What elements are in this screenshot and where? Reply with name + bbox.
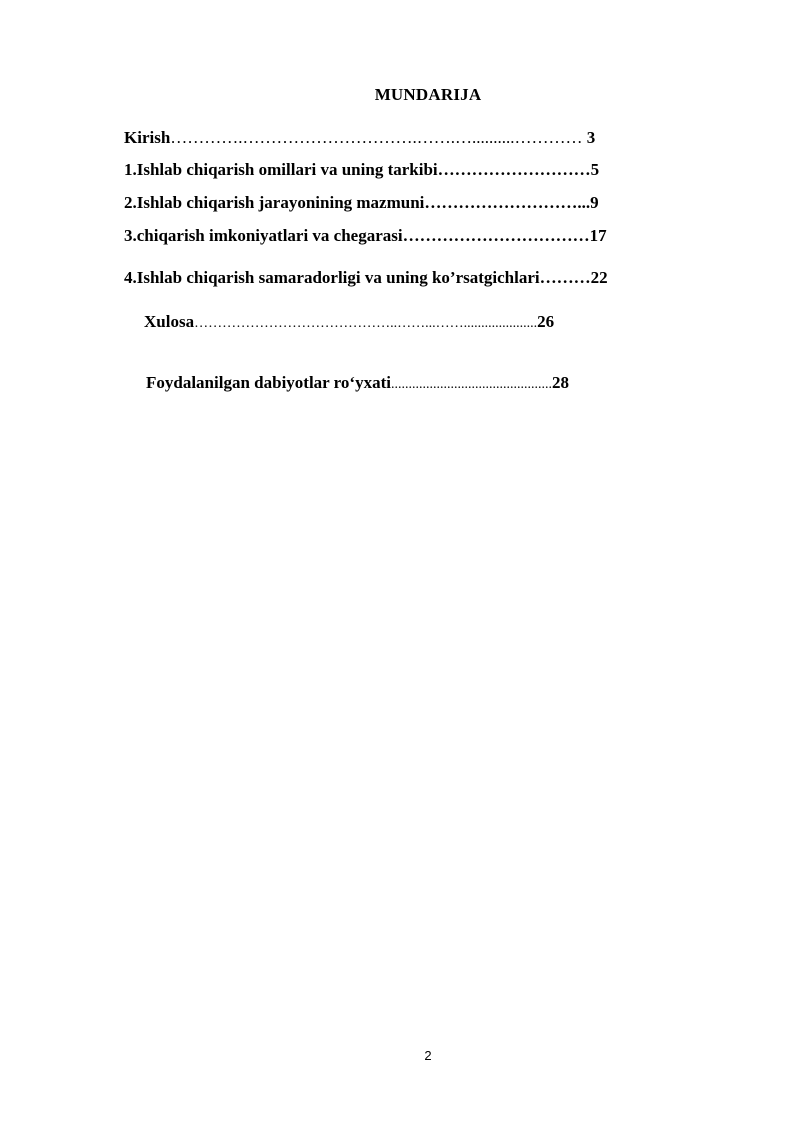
toc-entry-page: 22 (590, 268, 608, 287)
toc-entry-chapter-3[interactable] (124, 226, 607, 246)
toc-entry-label: 3.chiqarish imkoniyatlari va chegarasi (124, 226, 403, 245)
toc-entry-label: Xulosa (144, 312, 195, 331)
page-title: MUNDARIJA (374, 85, 482, 104)
toc-entry-xulosa[interactable] (144, 312, 554, 334)
toc-entry-page: 26 (537, 312, 555, 331)
toc-entry-leader: ……………………….. (424, 193, 586, 212)
toc-entry-label: 4.Ishlab chiqarish samaradorligi va uning ko’rsatgichlari (124, 268, 540, 287)
toc-entry-leader: …………………………… (402, 226, 590, 245)
toc-entry-chapter-2[interactable] (124, 193, 599, 213)
toc-entry-page: 28 (551, 373, 569, 392)
toc-entry-leader: .............................................. (390, 377, 552, 392)
toc-entry-references[interactable] (146, 373, 569, 395)
toc-entry-page: 5 (590, 160, 600, 179)
toc-entry-chapter-1[interactable] (124, 160, 599, 180)
toc-entry-kirish[interactable] (124, 128, 595, 148)
toc-entry-leader: ……… (539, 268, 591, 287)
toc-entry-label: Kirish (124, 128, 171, 147)
toc-entry-page: 3 (582, 128, 596, 147)
toc-entry-leader: ……………………………………..……...……..................... (194, 316, 538, 331)
toc-entry-label: 2.Ishlab chiqarish jarayonining mazmuni (124, 193, 425, 212)
toc-entry-label: Foydalanilgan dabiyotlar ro‘yxati (146, 373, 391, 392)
page-number: 2 (424, 1048, 432, 1063)
toc-entry-page: 17 (589, 226, 607, 245)
toc-entry-page: .9 (585, 193, 599, 212)
toc-entry-chapter-4[interactable] (124, 268, 608, 288)
toc-entry-leader: ………….………………………….…….…..........………… (170, 128, 583, 147)
toc-entry-leader: ……………………… (437, 160, 591, 179)
toc-entry-label: 1.Ishlab chiqarish omillari va uning tarkibi (124, 160, 438, 179)
